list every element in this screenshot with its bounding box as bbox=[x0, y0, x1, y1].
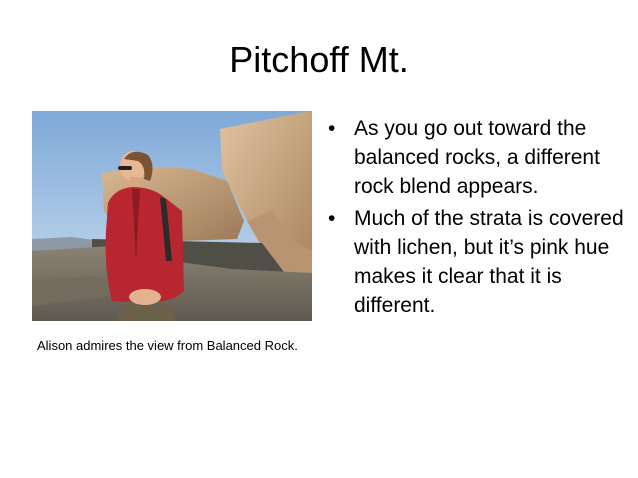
bullet-text: As you go out toward the balanced rocks, a different rock blend appears. bbox=[354, 117, 600, 198]
bullet-marker: • bbox=[328, 117, 336, 140]
person-jacket bbox=[106, 187, 184, 303]
bullet-marker: • bbox=[328, 207, 336, 230]
person-pants bbox=[118, 305, 176, 321]
photo-caption: Alison admires the view from Balanced Rock. bbox=[37, 338, 298, 353]
slide-title: Pitchoff Mt. bbox=[229, 39, 409, 80]
bullet-text: Much of the strata is covered with lichen, but it’s pink hue makes it clear that it is different. bbox=[354, 207, 624, 317]
photo-alison-balanced-rock bbox=[32, 111, 312, 321]
photo-illustration bbox=[32, 111, 312, 321]
sunglasses bbox=[118, 166, 132, 170]
person-hands bbox=[129, 289, 161, 305]
bullet-item bbox=[324, 114, 624, 201]
bullet-item bbox=[324, 204, 624, 320]
bullet-list bbox=[324, 114, 624, 323]
